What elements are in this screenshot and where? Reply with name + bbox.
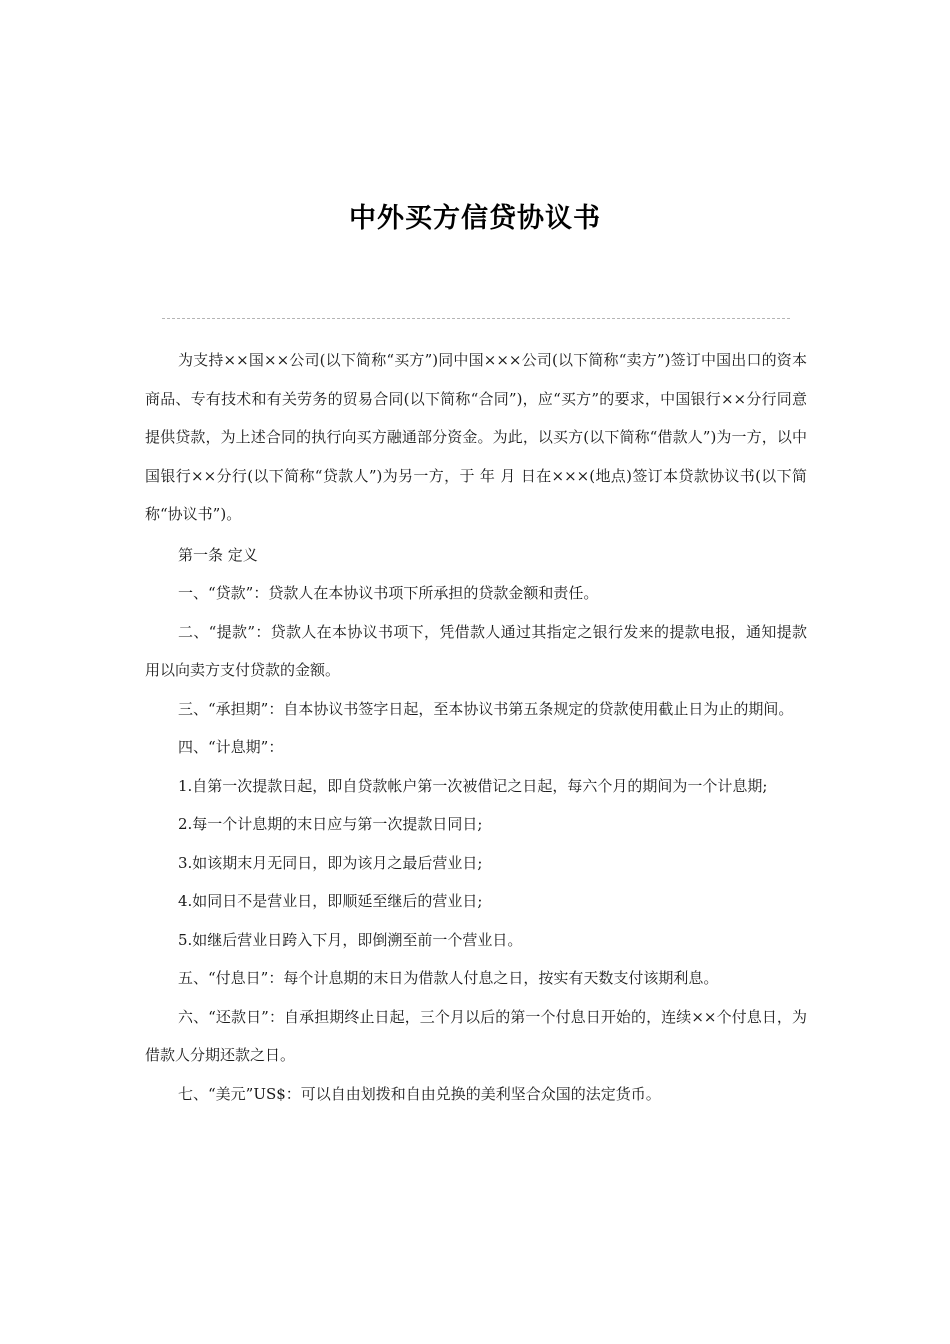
clause-paragraph: 六、“还款日”：自承担期终止日起，三个月以后的第一个付息日开始的，连续××个付息日，为借款人分期还款之日。 (145, 1007, 807, 1064)
clause-paragraph: 3.如该期末月无同日，即为该月之最后营业日; (178, 853, 483, 872)
clause-paragraph: 5.如继后营业日跨入下月，即倒溯至前一个营业日。 (178, 930, 523, 949)
clause-paragraph: 五、“付息日”：每个计息期的末日为借款人付息之日，按实有天数支付该期利息。 (178, 969, 719, 987)
document-title: 中外买方信贷协议书 (349, 203, 601, 234)
clause-paragraph: 三、“承担期”：自本协议书签字日起，至本协议书第五条规定的贷款使用截止日为止的期间。 (178, 699, 794, 718)
article-heading: 第一条 定义 (178, 545, 258, 564)
clause-paragraph: 1.自第一次提款日起，即自贷款帐户第一次被借记之日起，每六个月的期间为一个计息期; (178, 776, 768, 795)
clause-paragraph: 七、“美元”US$：可以自由划拨和自由兑换的美利坚合众国的法定货币。 (178, 1084, 661, 1103)
document-body (145, 341, 807, 1113)
clause-paragraph: 四、“计息期”： (178, 738, 284, 756)
dashed-divider (162, 318, 790, 319)
clause-paragraph: 4.如同日不是营业日，即顺延至继后的营业日; (178, 892, 483, 910)
clause-paragraph: 2.每一个计息期的末日应与第一次提款日同日; (178, 815, 483, 833)
intro-paragraph: 为支持××国××公司(以下简称“买方”)同中国×××公司(以下简称“卖方”)签订中国出口的资本商品、专有技术和有关劳务的贸易合同(以下简称“合同”)，应“买方”的要求，中国银行××分行同意提供贷款，为上述合同的执行向买方融通部分资金。为此，以买方(以下简称“借款人”)为一方，以中国银行××分行(以下简称“贷款人”)为另一方，于 年 月 日在×××(地点)签订本贷款协议书(以下简称“协议书”)。 (145, 351, 807, 523)
clause-paragraph: 一、“贷款”：贷款人在本协议书项下所承担的贷款金额和责任。 (178, 584, 599, 602)
clause-paragraph: 二、“提款”：贷款人在本协议书项下，凭借款人通过其指定之银行发来的提款电报，通知提款用以向卖方支付贷款的金额。 (145, 622, 807, 679)
